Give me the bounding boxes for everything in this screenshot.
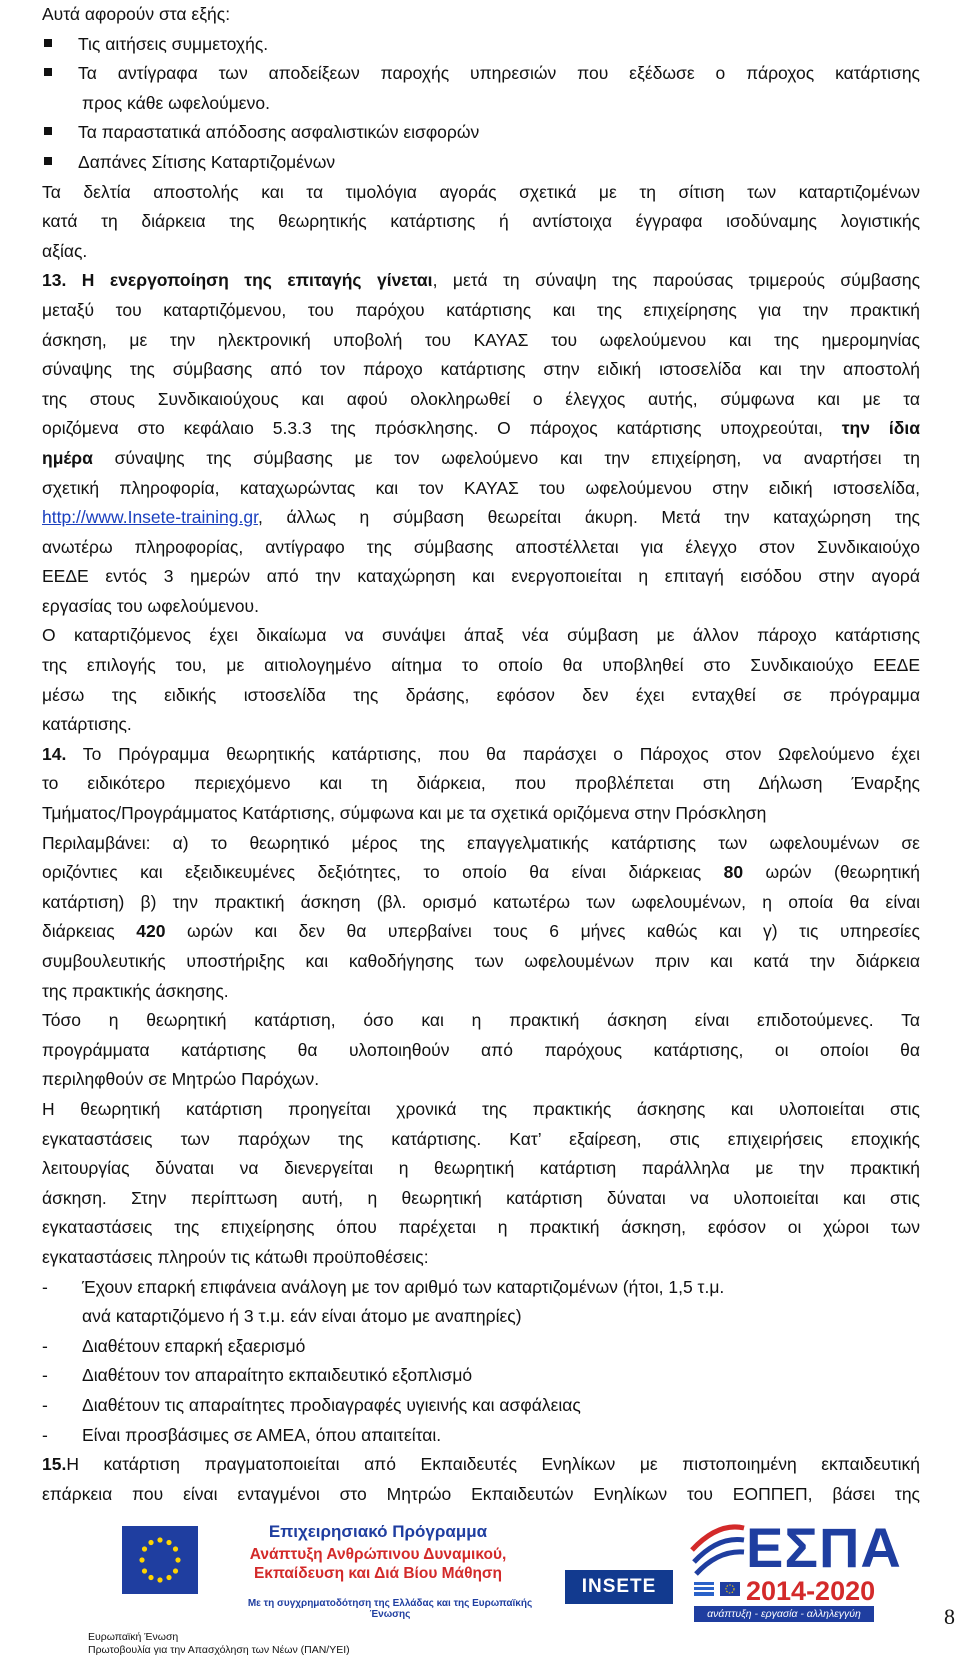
eu-flag-icon — [122, 1526, 198, 1594]
text-line: της επιλογής του, με αιτιολογημένο αίτημα το οποίο θα υποβληθεί στο Συνδικαιούχο ΕΕΔΕ — [42, 655, 920, 676]
dash-item: - Διαθέτουν επαρκή εξαερισμό — [42, 1332, 920, 1362]
op-subtitle: Ανάπτυξη Ανθρώπινου Δυναμικού, Εκπαίδευση και Διά Βίου Μάθηση — [249, 1546, 507, 1582]
text-line: κατάρτιση) β) την πρακτική άσκηση (βλ. ορισμό κατωτέρω των ωφελουμένων, η οποία θα είναι — [42, 891, 920, 912]
text-line: http://www.Insete-training.gr, άλλως η σύμβαση θεωρείται άκυρη. Μετά την καταχώρηση της — [42, 507, 920, 528]
text-line: ΕΕΔΕ εντός 3 ημερών από την καταχώρηση και ενεργοποιείται η επιταγή εισόδου στην αγορά — [42, 566, 920, 587]
text-line: Η θεωρητική κατάρτιση προηγείται χρονικά της πρακτικής άσκησης και υλοποιείται στις — [42, 1098, 920, 1119]
text-line: μεταξύ του καταρτιζόμενου, του παρόχου κατάρτισης και της επιχείρησης για την πρακτική — [42, 299, 920, 320]
bullet-item: Τα αντίγραφα των αποδείξεων παροχής υπηρεσιών που εξέδωσε ο πάροχος κατάρτισης — [42, 59, 920, 89]
cofunding-note: Με τη συγχρηματοδότηση της Ελλάδας και της Ευρωπαϊκής Ένωσης — [247, 1598, 533, 1620]
dash-bullet: - — [42, 1276, 48, 1297]
dash-bullet: - — [42, 1335, 48, 1356]
text-line: της στους Συνδικαιούχους και αφού ολοκληρωθεί ο έλεγχος αυτής, σύμφωνα και με τα — [42, 388, 920, 409]
square-bullet-icon — [44, 127, 52, 135]
square-bullet-icon — [44, 68, 52, 76]
section-13-line: 13. Η ενεργοποίηση της επιταγής γίνεται, μετά τη σύναψη της παρούσας τριμερούς σύμβασης — [42, 270, 920, 291]
dash-bullet: - — [42, 1424, 48, 1445]
text-line: ημέρα σύναψης της σύμβασης με τον ωφελούμενο και την επιχείρηση, να αναρτήσει τη — [42, 447, 920, 468]
espa-tagline: ανάπτυξη - εργασία - αλληλεγγύη — [694, 1606, 874, 1622]
text-line: λειτουργίας δύναται να διενεργείται η θεωρητική κατάρτιση παράλληλα με την πρακτική — [42, 1158, 920, 1179]
eu-caption: Ευρωπαϊκή Ένωση Πρωτοβουλία για την Απασχόληση των Νέων (ΠΑΝ/ΥΕΙ) — [88, 1631, 350, 1656]
page-number: 8 — [944, 1604, 955, 1629]
square-bullet-icon — [44, 39, 52, 47]
text-line: οριζόντιες και εξειδικευμένες δεξιότητες, το οποίο θα είναι διάρκειας 80 ωρών (θεωρητική — [42, 862, 920, 883]
dash-bullet: - — [42, 1365, 48, 1386]
bullet-item: Τα παραστατικά απόδοσης ασφαλιστικών εισφορών — [42, 118, 920, 148]
insete-training-link[interactable]: http://www.Insete-training.gr — [42, 507, 258, 528]
section-15-line: 15.Η κατάρτιση πραγματοποιείται από Εκπαιδευτές Ενηλίκων με πιστοποιημένη εκπαιδευτική — [42, 1454, 920, 1475]
text-line: άσκηση, με την ηλεκτρονική υποβολή του ΚΑΥΑΣ του ωφελούμενου και της ημερομηνίας — [42, 329, 920, 350]
text-line: ανωτέρω πληροφορίας, αντίγραφο της σύμβασης αποστέλλεται για έλεγχο στον Συνδικαιούχο — [42, 536, 920, 557]
text-line: της πρακτικής άσκησης. — [42, 980, 229, 1001]
intro-line: Αυτά αφορούν στα εξής: — [42, 4, 231, 24]
section-13-heading: 13. Η ενεργοποίηση της επιταγής γίνεται — [42, 270, 433, 291]
text-line: σχετική πληροφορία, καταχωρώντας και τον ΚΑΥΑΣ του ωφελούμενου στην ειδική ιστοσελίδα, — [42, 477, 920, 498]
dash-bullet: - — [42, 1394, 48, 1415]
text-line: το ειδικότερο περιεχόμενο και τη διάρκεια, που προβλέπεται στη Δήλωση Έναρξης — [42, 773, 920, 794]
dash-item: - Είναι προσβάσιμες σε ΑΜΕΑ, όπου απαιτείται. — [42, 1421, 920, 1451]
text-line: εγκαταστάσεις πληρούν τις κάτωθι προϋποθέσεις: — [42, 1246, 429, 1267]
bullet-item-continued: προς κάθε ωφελούμενο. — [82, 92, 270, 113]
text-line: περιληφθούν σε Μητρώο Παρόχων. — [42, 1069, 320, 1090]
espa-years: 2014-2020 — [746, 1576, 876, 1606]
text-line: εργασίας του ωφελούμενου. — [42, 595, 259, 616]
section-14-line: 14. Το Πρόγραμμα θεωρητικής κατάρτισης, που θα παράσχει ο Πάροχος στον Ωφελούμενο έχει — [42, 743, 920, 764]
section-14-heading: 14. — [42, 743, 67, 764]
bullet-item: Τις αιτήσεις συμμετοχής. — [42, 30, 920, 60]
op-title: Επιχειρησιακό Πρόγραμμα — [268, 1522, 488, 1541]
text-line: προγράμματα κατάρτισης θα υλοποιηθούν από παρόχους κατάρτισης, οι οποίοι θα — [42, 1039, 920, 1060]
section-15-heading: 15. — [42, 1454, 67, 1475]
square-bullet-icon — [44, 157, 52, 165]
text-line: Περιλαμβάνει: α) το θεωρητικό μέρος της επαγγελματικής κατάρτισης των ωφελουμένων σε — [42, 832, 920, 853]
dash-item: - Έχουν επαρκή επιφάνεια ανάλογη με τον αριθμό των καταρτιζομένων (ήτοι, 1,5 τ.μ. — [42, 1273, 920, 1303]
text-line: αξίας. — [42, 240, 88, 261]
text-line: κατάρτισης. — [42, 714, 132, 735]
text-line: κατά τη διάρκεια της θεωρητικής κατάρτισης ή αντίστοιχα έγγραφα ισοδύναμης λογιστικής — [42, 211, 920, 232]
text-line: Ο καταρτιζόμενος έχει δικαίωμα να συνάψει άπαξ νέα σύμβαση με άλλον πάροχο κατάρτισης — [42, 625, 920, 646]
text-line: άσκηση. Στην περίπτωση αυτή, η θεωρητική κατάρτιση δύναται να υλοποιείται και στις — [42, 1187, 920, 1208]
dash-item: - Διαθέτουν τις απαραίτητες προδιαγραφές υγιεινής και ασφάλειας — [42, 1391, 920, 1421]
text-line: εγκαταστάσεις της επιχείρησης όπου παρέχεται η πρακτική άσκηση, εφόσον οι χώροι των — [42, 1217, 920, 1238]
greek-eu-flags-icon — [694, 1582, 742, 1596]
funding-footer — [0, 1514, 960, 1656]
text-line: Τμήματος/Προγράμματος Κατάρτισης, σύμφωνα και με τα σχετικά οριζόμενα στην Πρόσκληση — [42, 803, 767, 824]
text-line: Τόσο η θεωρητική κατάρτιση, όσο και η πρακτική άσκηση είναι επιδοτούμενες. Τα — [42, 1010, 920, 1031]
bullet-item: Δαπάνες Σίτισης Καταρτιζομένων — [42, 148, 920, 178]
text-line: μέσω της ειδικής ιστοσελίδα της δράσης, εφόσον δεν έχει ενταχθεί σε πρόγραμμα — [42, 684, 920, 705]
text-line: επάρκεια που είναι ενταγμένοι στο Μητρώο Εκπαιδευτών Ενηλίκων του ΕΟΠΠΕΠ, βάσει της — [42, 1483, 920, 1504]
text-line: οριζόμενα στο κεφάλαιο 5.3.3 της πρόσκλησης. Ο πάροχος κατάρτισης υποχρεούται, την ίδια — [42, 418, 920, 439]
text-line: συμβουλευτικής υποστήριξης και καθοδήγησης των ωφελουμένων πριν και κατά την διάρκεια — [42, 951, 920, 971]
dash-item-continued: ανά καταρτιζόμενο ή 3 τ.μ. εάν είναι άτομο με αναπηρίες) — [82, 1306, 522, 1327]
text-line: Τα δελτία αποστολής και τα τιμολόγια αγοράς σχετικά με τη σίτιση των καταρτιζομένων — [42, 181, 920, 202]
espa-swoosh-icon — [688, 1520, 746, 1584]
body-text — [42, 0, 920, 1509]
espa-logo-text: ΕΣΠΑ — [746, 1516, 902, 1579]
insete-logo: INSETE — [565, 1570, 673, 1604]
text-line: διάρκειας 420 ωρών και δεν θα υπερβαίνει τους 6 μήνες καθώς και γ) τις υπηρεσίες — [42, 921, 920, 942]
text-line: σύναψης της σύμβασης από τον πάροχο κατάρτισης στην ειδική ιστοσελίδα και την αποστολή — [42, 359, 920, 380]
dash-item: - Διαθέτουν τον απαραίτητο εκπαιδευτικό εξοπλισμό — [42, 1361, 920, 1391]
text-line: εγκαταστάσεις των παρόχων της κατάρτισης. Κατ’ εξαίρεση, στις επιχειρήσεις εποχικής — [42, 1128, 920, 1149]
